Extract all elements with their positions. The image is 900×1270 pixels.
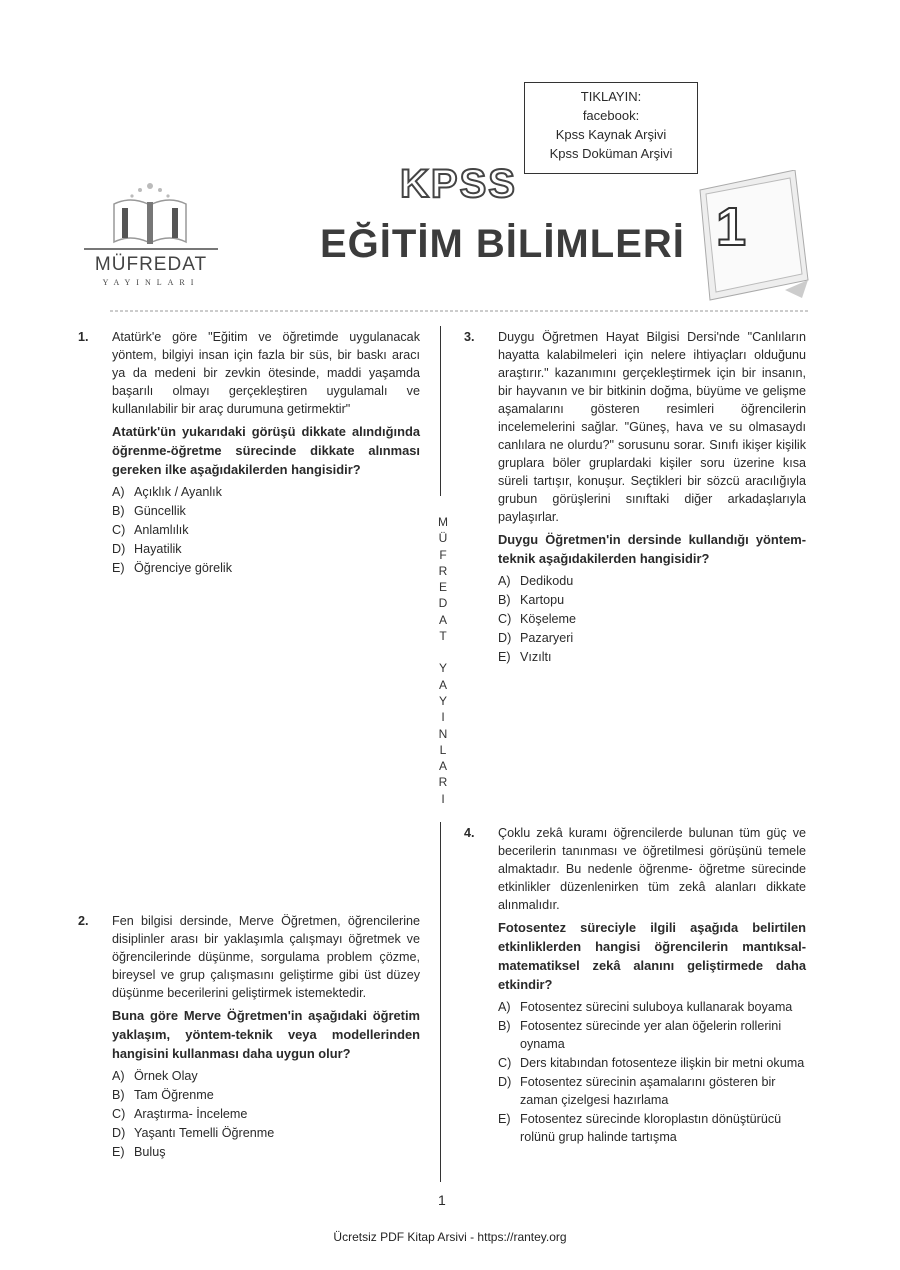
option-b[interactable]: B) Kartopu bbox=[498, 593, 565, 607]
option-d[interactable]: D) Yaşantı Temelli Öğrenme bbox=[112, 1126, 275, 1140]
option-list bbox=[112, 483, 420, 577]
option-e[interactable]: E) Buluş bbox=[112, 1145, 166, 1159]
vertical-letter: D bbox=[438, 596, 448, 611]
test-number: 1 bbox=[716, 197, 747, 257]
option-c[interactable]: C) Köşeleme bbox=[498, 612, 577, 626]
vertical-letter: T bbox=[439, 629, 447, 644]
question-number: 1. bbox=[78, 330, 89, 344]
option-list bbox=[498, 998, 806, 1146]
vertical-letter: R bbox=[438, 563, 448, 578]
question-text: Atatürk'e göre "Eğitim ve öğretimde uygulanacak yöntem, bilgiyi insan için fazla bir süs, bir baskı aracı ya da medeni bir zevkin ötesinde, maddi yaşamda başarılı olmayı gerçekleştiren uygulamalı ve kullanılabilir bir araç durumuna getirmektir" bbox=[112, 330, 420, 416]
option-b[interactable]: B) Güncellik bbox=[112, 504, 186, 518]
option-e[interactable]: E) Vızıltı bbox=[498, 650, 552, 664]
page-corner-decoration bbox=[690, 170, 810, 305]
column-divider bbox=[440, 326, 441, 496]
page-number: 1 bbox=[438, 1192, 446, 1208]
option-d[interactable]: D) Hayatilik bbox=[112, 542, 182, 556]
option-c[interactable]: C) Ders kitabından fotosenteze ilişkin bir metni okuma bbox=[498, 1056, 805, 1070]
vertical-letter: E bbox=[438, 580, 447, 595]
promo-line: Kpss Doküman Arşivi bbox=[549, 146, 673, 161]
question-stem: Duygu Öğretmen'in dersinde kullandığı yöntem-teknik aşağıdakilerden hangisidir? bbox=[498, 532, 806, 566]
promo-line: TIKLAYIN: bbox=[580, 89, 642, 104]
publisher-logo bbox=[76, 168, 226, 293]
vertical-letter: F bbox=[439, 547, 447, 562]
option-a[interactable]: A) Dedikodu bbox=[498, 574, 574, 588]
option-c[interactable]: C) Araştırma- İnceleme bbox=[112, 1107, 248, 1121]
vertical-letter: A bbox=[438, 759, 447, 774]
question-stem: Buna göre Merve Öğretmen'in aşağıdaki öğretim yaklaşım, yöntem-teknik veya modellerinden hangisini kullanması daha uygun olur? bbox=[112, 1008, 420, 1061]
option-list bbox=[112, 1067, 420, 1161]
vertical-letter: I bbox=[441, 710, 445, 725]
vertical-letter: I bbox=[441, 791, 445, 806]
question-3 bbox=[464, 328, 806, 667]
subject-title: EĞİTİM BİLİMLERİ bbox=[320, 222, 685, 266]
option-d[interactable]: D) Fotosentez sürecinin aşamalarını gösteren bir zaman çizelgesi hazırlama bbox=[498, 1075, 776, 1107]
question-number: 2. bbox=[78, 914, 89, 928]
column-divider bbox=[440, 822, 441, 1182]
vertical-letter: M bbox=[438, 515, 448, 529]
promo-box[interactable] bbox=[524, 82, 698, 174]
footer-text[interactable]: Ücretsiz PDF Kitap Arsivi - https://rantey.org bbox=[333, 1230, 567, 1244]
book-logo-icon bbox=[100, 176, 200, 248]
question-4 bbox=[464, 824, 806, 1147]
header-divider bbox=[110, 310, 810, 312]
logo-name: MÜFREDAT bbox=[94, 254, 208, 275]
option-b[interactable]: B) Tam Öğrenme bbox=[112, 1088, 214, 1102]
question-text: Çoklu zekâ kuramı öğrencilerde bulunan tüm güç ve becerilerin tanınması ve öğretilmesi görüşünü temele almaktadır. Bu nedenle öğrenme- öğretme sürecinde etkinlikler düzenlenirken tüm zekâ alanları dikkate alınmalıdır. bbox=[498, 826, 806, 912]
publisher-vertical-text bbox=[436, 514, 450, 807]
vertical-letter: A bbox=[438, 612, 447, 627]
question-number: 3. bbox=[464, 330, 475, 344]
option-e[interactable]: E) Fotosentez sürecinde kloroplastın dönüştürücü rolünü grup halinde tartışma bbox=[498, 1112, 782, 1144]
logo-divider bbox=[84, 248, 218, 250]
question-2 bbox=[78, 912, 420, 1162]
option-c[interactable]: C) Anlamlılık bbox=[112, 523, 189, 537]
exam-title: KPSS bbox=[400, 162, 517, 206]
option-e[interactable]: E) Öğrenciye görelik bbox=[112, 561, 232, 575]
option-a[interactable]: A) Fotosentez sürecini suluboya kullanarak boyama bbox=[498, 1000, 793, 1014]
vertical-letter: Y bbox=[438, 661, 447, 676]
promo-line: Kpss Kaynak Arşivi bbox=[555, 127, 667, 142]
question-stem: Atatürk'ün yukarıdaki görüşü dikkate alındığında öğrenme-öğretme sürecinde dikkate alınması gereken ilke aşağıdakilerden hangisidir? bbox=[112, 424, 420, 477]
vertical-letter: R bbox=[438, 775, 448, 790]
question-text: Duygu Öğretmen Hayat Bilgisi Dersi'nde "Canlıların hayatta kalabilmeleri için nelere ihtiyaçları olduğunu araştırır." kazanımını gerçekleştirmek için bir insanın, bir hayvanın ve bir bitkinin doğma, büyüme ve gelişme aşamalarını gösteren resimleri öğrencilerin incelemelerini sağlar. "Güneş, hava ve su olmasaydı canlılara ne olurdu?" sorusunu sorar. Sınıfı ikişer kişilik gruplara böler gruplardaki kişiler soru üzerine kısa süreli tartışır, konuşur. Seçtikleri bir sözcü aracılığıyla grubun görüşlerini sınıftaki diğer arkadaşlarıyla paylaşırlar. bbox=[498, 330, 806, 524]
vertical-letter: A bbox=[438, 677, 447, 692]
question-1 bbox=[78, 328, 420, 578]
vertical-letter bbox=[436, 644, 450, 660]
option-b[interactable]: B) Fotosentez sürecinde yer alan öğelerin rollerini oynama bbox=[498, 1019, 782, 1051]
vertical-letter: Y bbox=[438, 693, 447, 708]
option-d[interactable]: D) Pazaryeri bbox=[498, 631, 574, 645]
question-number: 4. bbox=[464, 826, 475, 840]
vertical-letter: Ü bbox=[438, 531, 448, 546]
logo-subtitle: YAYINLARI bbox=[102, 278, 200, 287]
vertical-letter: L bbox=[439, 742, 447, 757]
question-text: Fen bilgisi dersinde, Merve Öğretmen, öğrencilerine disiplinler arası bir yaklaşımla çalışmayı öğretmek ve öğrencilerinde düşünme, sorgulama problem çözme, bireysel ve grup çalışmasını geliştirme gibi üst düzey düşünme becerilerini geliştirmek istemektedir. bbox=[112, 914, 420, 1000]
option-a[interactable]: A) Açıklık / Ayanlık bbox=[112, 485, 222, 499]
option-list bbox=[498, 572, 806, 666]
vertical-letter: N bbox=[438, 726, 448, 741]
promo-line: facebook: bbox=[582, 108, 640, 123]
question-stem: Fotosentez süreciyle ilgili aşağıda belirtilen etkinliklerden hangisi öğrencilerin mantıksal-matematiksel zekâ alanını geliştirmede daha etkindir? bbox=[498, 920, 806, 992]
option-a[interactable]: A) Örnek Olay bbox=[112, 1069, 198, 1083]
